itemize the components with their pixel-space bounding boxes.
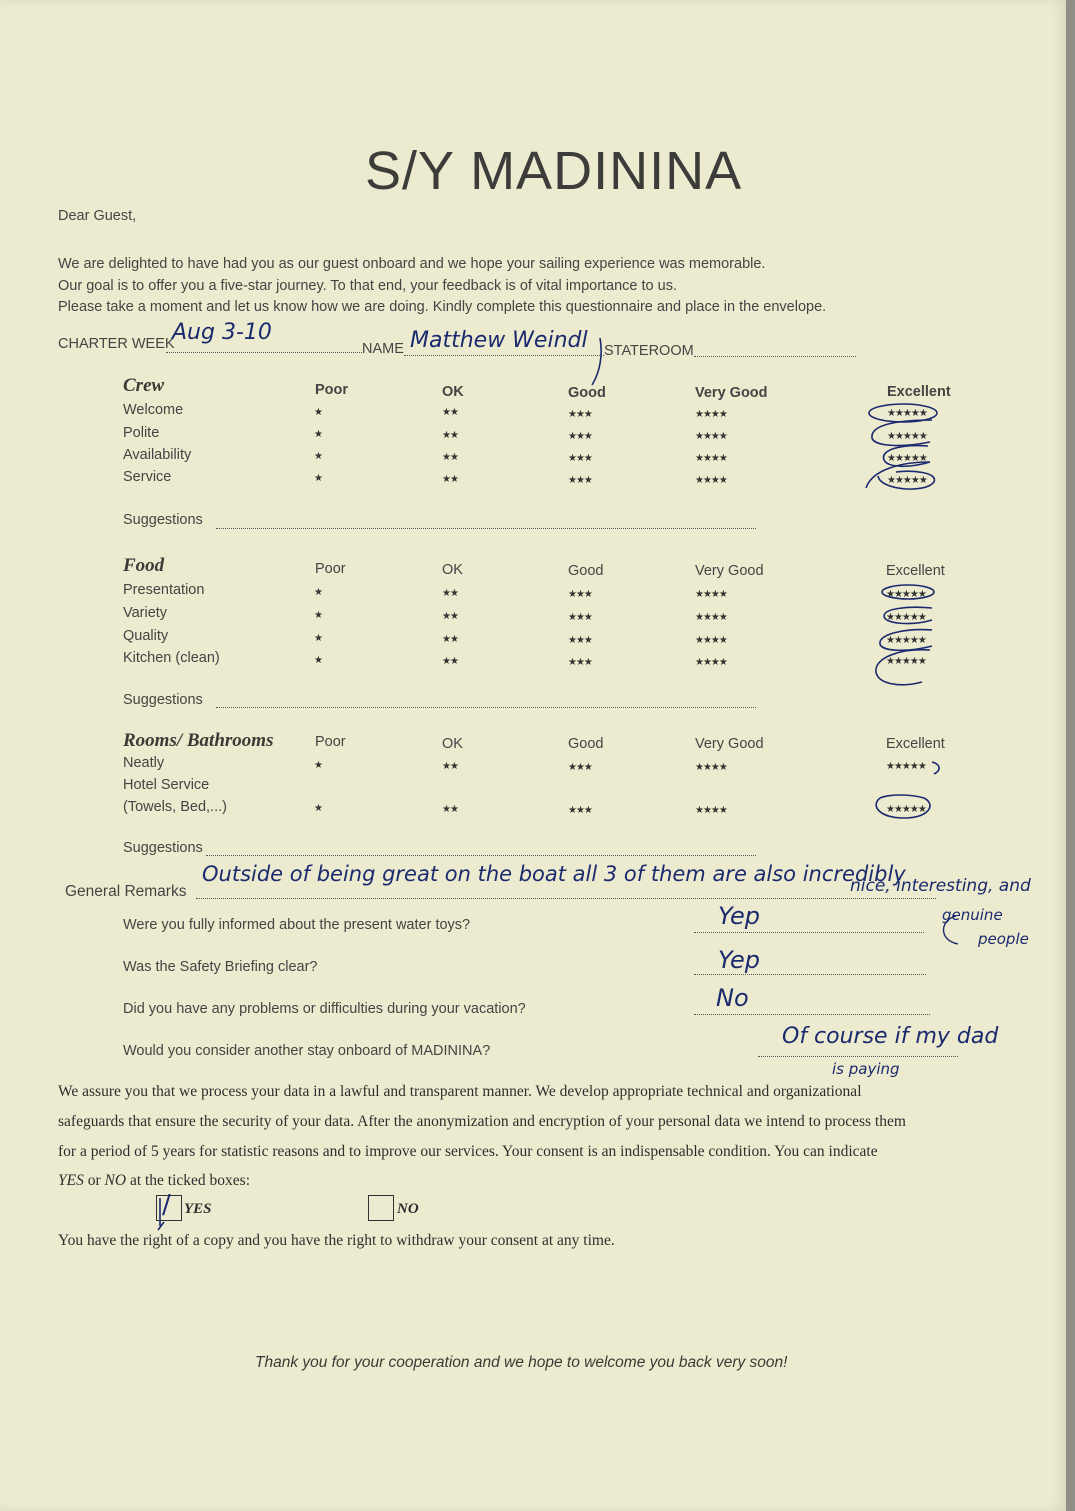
crew-welcome-ok[interactable]: ★★ xyxy=(442,407,458,418)
food-kitchen-very-good[interactable]: ★★★★ xyxy=(695,657,727,668)
rooms-neatly-mark xyxy=(932,762,939,774)
rooms-hotel-excellent[interactable]: ★★★★★ xyxy=(886,804,926,815)
crew-col-poor: Poor xyxy=(315,382,349,398)
crew-col-good: Good xyxy=(568,385,606,401)
withdraw-notice: You have the right of a copy and you have the right to withdraw your consent at any time. xyxy=(58,1232,615,1249)
privacy-rest: at the ticked boxes: xyxy=(126,1172,251,1189)
food-kitchen-circle xyxy=(876,650,930,685)
rooms-col-very-good: Very Good xyxy=(695,736,764,752)
privacy-no-word: NO xyxy=(104,1172,127,1189)
privacy-line-2: safeguards that ensure the security of your data. After the anonymization and encryption of your personal data we intend to process them xyxy=(58,1113,906,1130)
rooms-hotel-circle xyxy=(876,795,930,818)
crew-polite-ok[interactable]: ★★ xyxy=(442,430,458,441)
crew-item-availability: Availability xyxy=(123,447,192,463)
crew-suggestions-label: Suggestions xyxy=(123,512,203,528)
rooms-hotel-ok[interactable]: ★★ xyxy=(442,804,458,815)
general-remarks-line-2[interactable]: nice, interesting, and xyxy=(850,876,1031,896)
privacy-line-3: for a period of 5 years for statistic reasons and to improve our services. Your consent is an indispensable condition. You can indicate xyxy=(58,1143,878,1160)
food-quality-excellent[interactable]: ★★★★★ xyxy=(886,635,926,646)
crew-polite-very-good[interactable]: ★★★★ xyxy=(695,431,727,442)
crew-polite-poor[interactable]: ★ xyxy=(314,429,322,440)
question-problems: Did you have any problems or difficulties during your vacation? xyxy=(123,1001,526,1017)
privacy-or-word: or xyxy=(83,1172,105,1189)
rooms-neatly-ok[interactable]: ★★ xyxy=(442,761,458,772)
crew-polite-circle xyxy=(872,420,932,445)
food-presentation-ok[interactable]: ★★ xyxy=(442,588,458,599)
answer-safety-briefing[interactable]: Yep xyxy=(718,946,761,974)
intro-line-1: We are delighted to have had you as our guest onboard and we hope your sailing experience was memorable. xyxy=(58,256,766,272)
crew-welcome-excellent[interactable]: ★★★★★ xyxy=(887,408,927,419)
food-item-kitchen: Kitchen (clean) xyxy=(123,650,220,666)
rooms-suggestions-label: Suggestions xyxy=(123,840,203,856)
rooms-neatly-very-good[interactable]: ★★★★ xyxy=(695,762,727,773)
remarks-arrow xyxy=(944,916,959,944)
food-variety-poor[interactable]: ★ xyxy=(314,610,322,621)
food-quality-poor[interactable]: ★ xyxy=(314,633,322,644)
crew-item-polite: Polite xyxy=(123,425,160,441)
general-remarks-label: General Remarks xyxy=(65,883,187,900)
crew-availability-very-good[interactable]: ★★★★ xyxy=(695,453,727,464)
answer-another-stay-line-2[interactable]: is paying xyxy=(832,1060,900,1078)
name-stroke xyxy=(592,338,601,385)
general-remarks-line-1[interactable]: Outside of being great on the boat all 3 of them are also incredibly xyxy=(202,862,906,886)
charter-week-value[interactable]: Aug 3-10 xyxy=(172,320,272,345)
privacy-line-1: We assure you that we process your data in a lawful and transparent manner. We develop appropriate technical and organizational xyxy=(58,1083,862,1100)
food-section-title: Food xyxy=(123,555,165,576)
food-variety-very-good[interactable]: ★★★★ xyxy=(695,612,727,623)
crew-service-very-good[interactable]: ★★★★ xyxy=(695,475,727,486)
food-presentation-circle xyxy=(882,585,934,599)
crew-col-ok: OK xyxy=(442,384,464,400)
footer-thanks: Thank you for your cooperation and we hope to welcome you back very soon! xyxy=(255,1354,788,1371)
question-another-stay: Would you consider another stay onboard of MADININA? xyxy=(123,1043,491,1059)
crew-section-title: Crew xyxy=(123,375,165,396)
food-col-very-good: Very Good xyxy=(695,563,764,579)
crew-polite-excellent[interactable]: ★★★★★ xyxy=(887,431,927,442)
crew-item-service: Service xyxy=(123,469,172,485)
food-presentation-good[interactable]: ★★★ xyxy=(568,589,592,600)
privacy-yes-word: YES xyxy=(58,1172,84,1189)
crew-service-ok[interactable]: ★★ xyxy=(442,474,458,485)
food-kitchen-excellent[interactable]: ★★★★★ xyxy=(886,656,926,667)
food-quality-circle xyxy=(880,630,932,651)
rooms-item-neatly: Neatly xyxy=(123,755,165,771)
crew-availability-poor[interactable]: ★ xyxy=(314,451,322,462)
crew-col-very-good: Very Good xyxy=(695,385,768,401)
food-variety-circle xyxy=(884,607,932,623)
consent-yes-tick-mark: / xyxy=(162,1190,171,1220)
consent-yes-stroke xyxy=(158,1198,164,1230)
crew-service-poor[interactable]: ★ xyxy=(314,473,322,484)
rooms-hotel-poor[interactable]: ★ xyxy=(314,803,322,814)
food-col-ok: OK xyxy=(442,562,463,578)
answer-water-toys[interactable]: Yep xyxy=(718,902,761,930)
crew-col-excellent: Excellent xyxy=(887,384,951,400)
food-variety-good[interactable]: ★★★ xyxy=(568,612,592,623)
food-quality-good[interactable]: ★★★ xyxy=(568,635,592,646)
crew-availability-ok[interactable]: ★★ xyxy=(442,452,458,463)
consent-yes-label: YES xyxy=(184,1201,212,1217)
food-presentation-very-good[interactable]: ★★★★ xyxy=(695,589,727,600)
rooms-hotel-very-good[interactable]: ★★★★ xyxy=(695,805,727,816)
answer-another-stay[interactable]: Of course if my dad xyxy=(782,1024,999,1049)
intro-line-2: Our goal is to offer you a five-star journey. To that end, your feedback is of vital importance to us. xyxy=(58,278,677,294)
crew-availability-excellent[interactable]: ★★★★★ xyxy=(887,453,927,464)
food-variety-ok[interactable]: ★★ xyxy=(442,611,458,622)
food-suggestions-label: Suggestions xyxy=(123,692,203,708)
rooms-item-hotel-service: Hotel Service xyxy=(123,777,210,793)
rooms-hotel-good[interactable]: ★★★ xyxy=(568,805,592,816)
rooms-col-ok: OK xyxy=(442,736,463,752)
crew-polite-good[interactable]: ★★★ xyxy=(568,431,592,442)
question-water-toys: Were you fully informed about the present water toys? xyxy=(123,917,471,933)
food-presentation-poor[interactable]: ★ xyxy=(314,587,322,598)
greeting: Dear Guest, xyxy=(58,208,137,224)
crew-welcome-good[interactable]: ★★★ xyxy=(568,409,592,420)
crew-service-excellent[interactable]: ★★★★★ xyxy=(887,475,927,486)
charter-week-label: CHARTER WEEK xyxy=(58,336,175,352)
food-presentation-excellent[interactable]: ★★★★★ xyxy=(886,589,926,600)
food-item-variety: Variety xyxy=(123,605,168,621)
rooms-col-excellent: Excellent xyxy=(886,736,945,752)
rooms-neatly-poor[interactable]: ★ xyxy=(314,760,322,771)
question-safety-briefing: Was the Safety Briefing clear? xyxy=(123,959,318,975)
food-variety-excellent[interactable]: ★★★★★ xyxy=(886,612,926,623)
rooms-col-poor: Poor xyxy=(315,734,346,750)
food-kitchen-good[interactable]: ★★★ xyxy=(568,657,592,668)
rooms-item-towels: (Towels, Bed,...) xyxy=(123,799,227,815)
food-quality-very-good[interactable]: ★★★★ xyxy=(695,635,727,646)
crew-service-good[interactable]: ★★★ xyxy=(568,475,592,486)
general-remarks-line-4[interactable]: people xyxy=(978,930,1029,948)
food-col-good: Good xyxy=(568,563,604,579)
stateroom-label: STATEROOM xyxy=(604,343,694,359)
food-col-poor: Poor xyxy=(315,561,346,577)
name-value[interactable]: Matthew Weindl xyxy=(410,328,588,353)
food-item-quality: Quality xyxy=(123,628,169,644)
answer-problems[interactable]: No xyxy=(716,984,749,1012)
crew-item-welcome: Welcome xyxy=(123,402,184,418)
name-label: NAME xyxy=(362,341,404,357)
rooms-neatly-excellent[interactable]: ★★★★★ xyxy=(886,761,926,772)
food-kitchen-ok[interactable]: ★★ xyxy=(442,656,458,667)
rooms-col-good: Good xyxy=(568,736,604,752)
intro-line-3: Please take a moment and let us know how we are doing. Kindly complete this questionnaire and place in the envelope. xyxy=(58,299,827,315)
food-col-excellent: Excellent xyxy=(886,563,945,579)
crew-welcome-very-good[interactable]: ★★★★ xyxy=(695,409,727,420)
crew-availability-good[interactable]: ★★★ xyxy=(568,453,592,464)
general-remarks-line-3[interactable]: genuine xyxy=(942,906,1003,924)
food-item-presentation: Presentation xyxy=(123,582,205,598)
food-kitchen-poor[interactable]: ★ xyxy=(314,655,322,666)
rooms-section-title: Rooms/ Bathrooms xyxy=(123,730,274,751)
consent-no-label: NO xyxy=(397,1201,419,1217)
food-quality-ok[interactable]: ★★ xyxy=(442,634,458,645)
page-title: S/Y MADININA xyxy=(365,141,743,201)
crew-welcome-poor[interactable]: ★ xyxy=(314,407,322,418)
rooms-neatly-good[interactable]: ★★★ xyxy=(568,762,592,773)
